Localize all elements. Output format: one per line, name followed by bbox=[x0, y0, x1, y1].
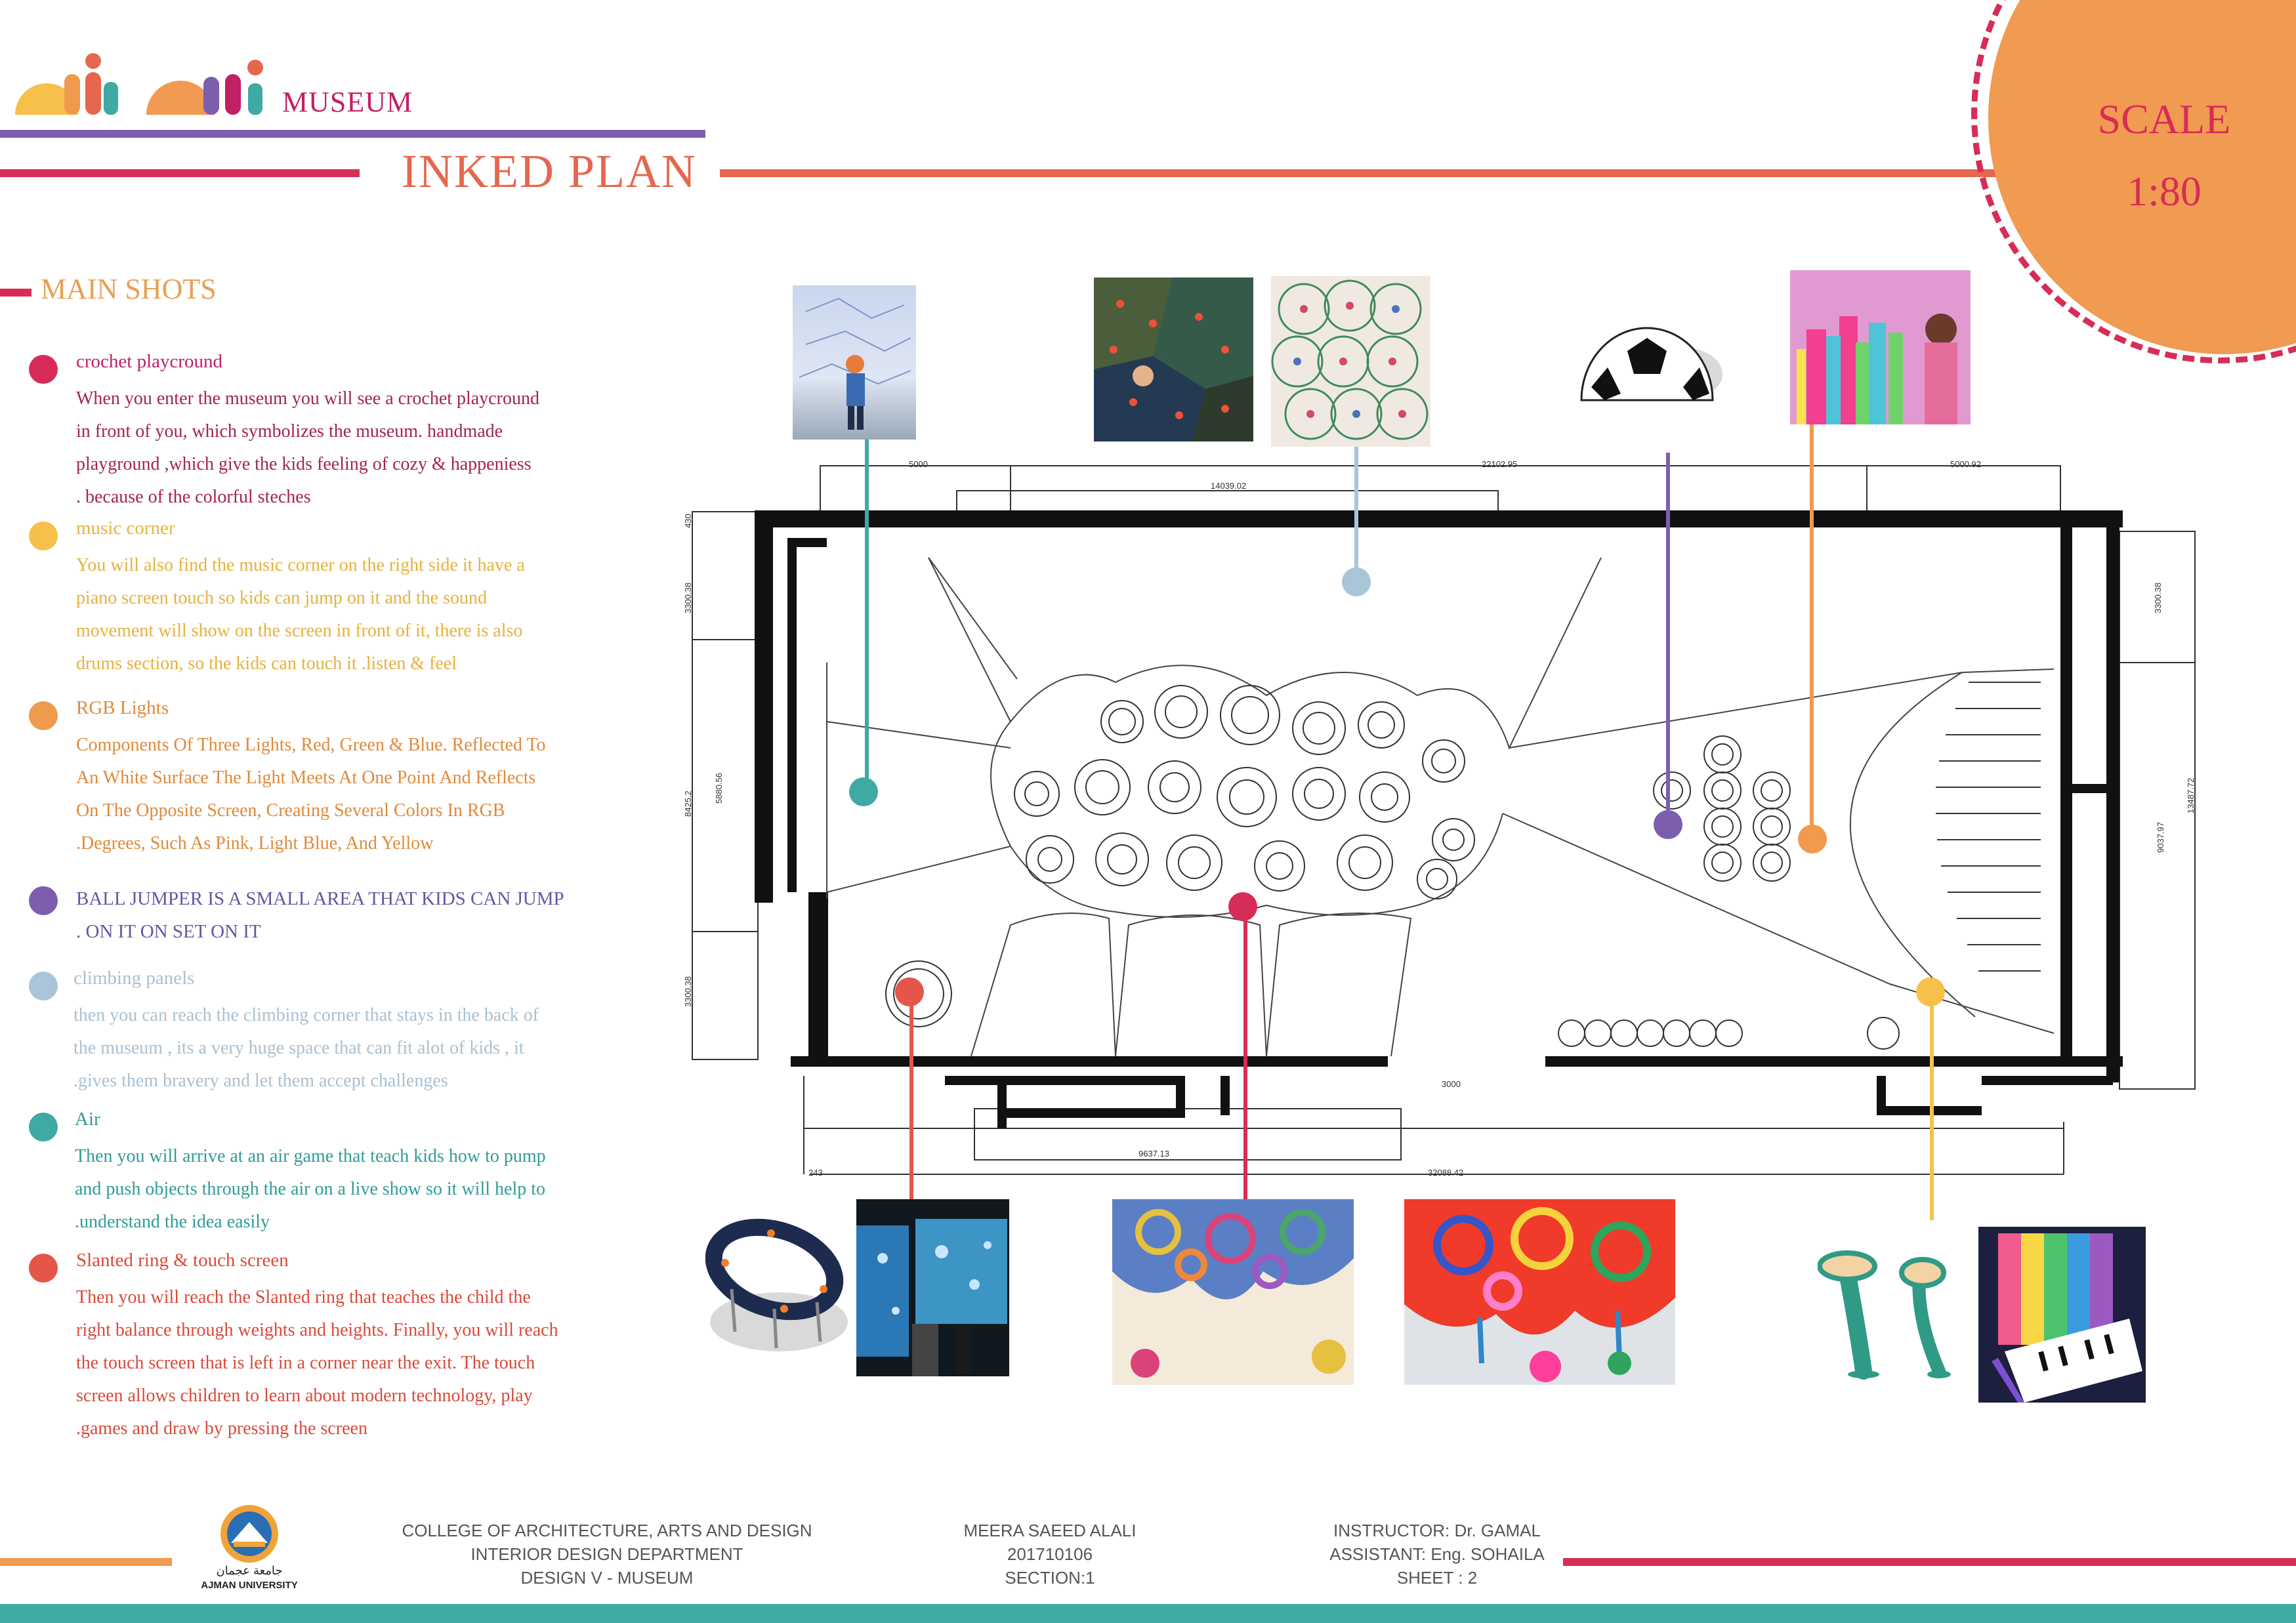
footer-band bbox=[0, 1604, 2296, 1623]
bullet-icon bbox=[29, 886, 58, 915]
dimension-label: 32088.42 bbox=[1428, 1168, 1464, 1178]
main-shots-heading: MAIN SHOTS bbox=[41, 273, 217, 305]
university-logo bbox=[190, 1502, 308, 1601]
photo-drums bbox=[1818, 1246, 1969, 1381]
bullet-icon bbox=[29, 522, 58, 550]
connector-music-corner bbox=[1930, 991, 1934, 1220]
dimension-label: 22102.95 bbox=[1482, 459, 1518, 469]
section-marker bbox=[0, 289, 31, 297]
header-divider bbox=[0, 130, 705, 138]
photo-air-game bbox=[793, 285, 916, 440]
connector-rgb-lights bbox=[1810, 420, 1814, 840]
university-arabic-name: جامعة عجمان bbox=[216, 1564, 283, 1577]
pin-slanted-ring bbox=[895, 977, 924, 1006]
photo-climbing-wall-lights bbox=[1094, 277, 1253, 442]
pin-crochet bbox=[1228, 892, 1257, 921]
dimension-label: 9637.13 bbox=[1138, 1149, 1169, 1159]
dimension-label: 5880.56 bbox=[714, 773, 724, 804]
title-rule-right bbox=[720, 169, 2006, 177]
pin-music-corner bbox=[1916, 977, 1945, 1006]
museum-label: MUSEUM bbox=[282, 86, 413, 118]
college-info: COLLEGE OF ARCHITECTURE, ARTS AND DESIGN INTERIOR DESIGN DEPARTMENT DESIGN V - MUSEUM bbox=[402, 1521, 812, 1588]
pin-climbing bbox=[1342, 567, 1371, 596]
dimension-label: 243 bbox=[808, 1168, 823, 1178]
museum-logo bbox=[12, 36, 287, 121]
photo-ball-jumper bbox=[1578, 315, 1726, 413]
dimension-label: 9037.97 bbox=[2156, 822, 2165, 853]
dimension-label: 3300.38 bbox=[683, 976, 693, 1007]
pin-ball-jumper bbox=[1654, 810, 1682, 839]
connector-crochet bbox=[1243, 905, 1247, 1201]
scale-label: SCALE bbox=[2097, 96, 2231, 142]
photo-crochet-playground bbox=[1404, 1199, 1675, 1385]
pin-air bbox=[849, 777, 878, 806]
bullet-icon bbox=[29, 1254, 58, 1283]
photo-slanted-ring bbox=[705, 1217, 853, 1365]
bullet-icon bbox=[29, 972, 58, 1000]
connector-ball-jumper bbox=[1666, 453, 1670, 820]
dimension-label: 13487.72 bbox=[2186, 777, 2196, 813]
dimension-label: 8425.2 bbox=[683, 791, 693, 817]
dimension-label: 3000 bbox=[1442, 1079, 1461, 1089]
dimension-label: 5000.92 bbox=[1950, 459, 1981, 469]
dimension-label: 430 bbox=[683, 514, 693, 528]
photo-piano-screen bbox=[1978, 1227, 2146, 1403]
scale-value: 1:80 bbox=[2127, 168, 2202, 215]
photo-climbing-panels bbox=[1271, 276, 1430, 447]
connector-climbing bbox=[1354, 446, 1358, 577]
dimension-label: 5000 bbox=[909, 459, 928, 469]
page-title: INKED PLAN bbox=[402, 145, 697, 197]
photo-crochet-detail bbox=[1112, 1199, 1354, 1385]
university-name: AJMAN UNIVERSITY bbox=[201, 1580, 298, 1591]
dimension-label: 3300.38 bbox=[683, 583, 693, 613]
footer-rule-right bbox=[1563, 1558, 2296, 1566]
dimension-label: 14039.02 bbox=[1211, 481, 1247, 491]
bullet-icon bbox=[29, 355, 58, 384]
student-info: MEERA SAEED ALALI 201710106 SECTION:1 bbox=[963, 1521, 1137, 1588]
pin-rgb-lights bbox=[1798, 825, 1827, 853]
photo-rgb-lights bbox=[1790, 270, 1971, 424]
connector-air bbox=[865, 440, 869, 794]
dimension-label: 3300.38 bbox=[2153, 583, 2163, 613]
bullet-icon bbox=[29, 1113, 58, 1141]
footer-rule-left bbox=[0, 1558, 172, 1566]
connector-slanted-ring bbox=[909, 991, 913, 1201]
bullet-icon bbox=[29, 701, 58, 730]
photo-touch-screen bbox=[856, 1199, 1009, 1376]
staff-info: INSTRUCTOR: Dr. GAMAL ASSISTANT: Eng. SOHAILA SHEET : 2 bbox=[1329, 1521, 1545, 1588]
title-rule-left bbox=[0, 169, 360, 177]
